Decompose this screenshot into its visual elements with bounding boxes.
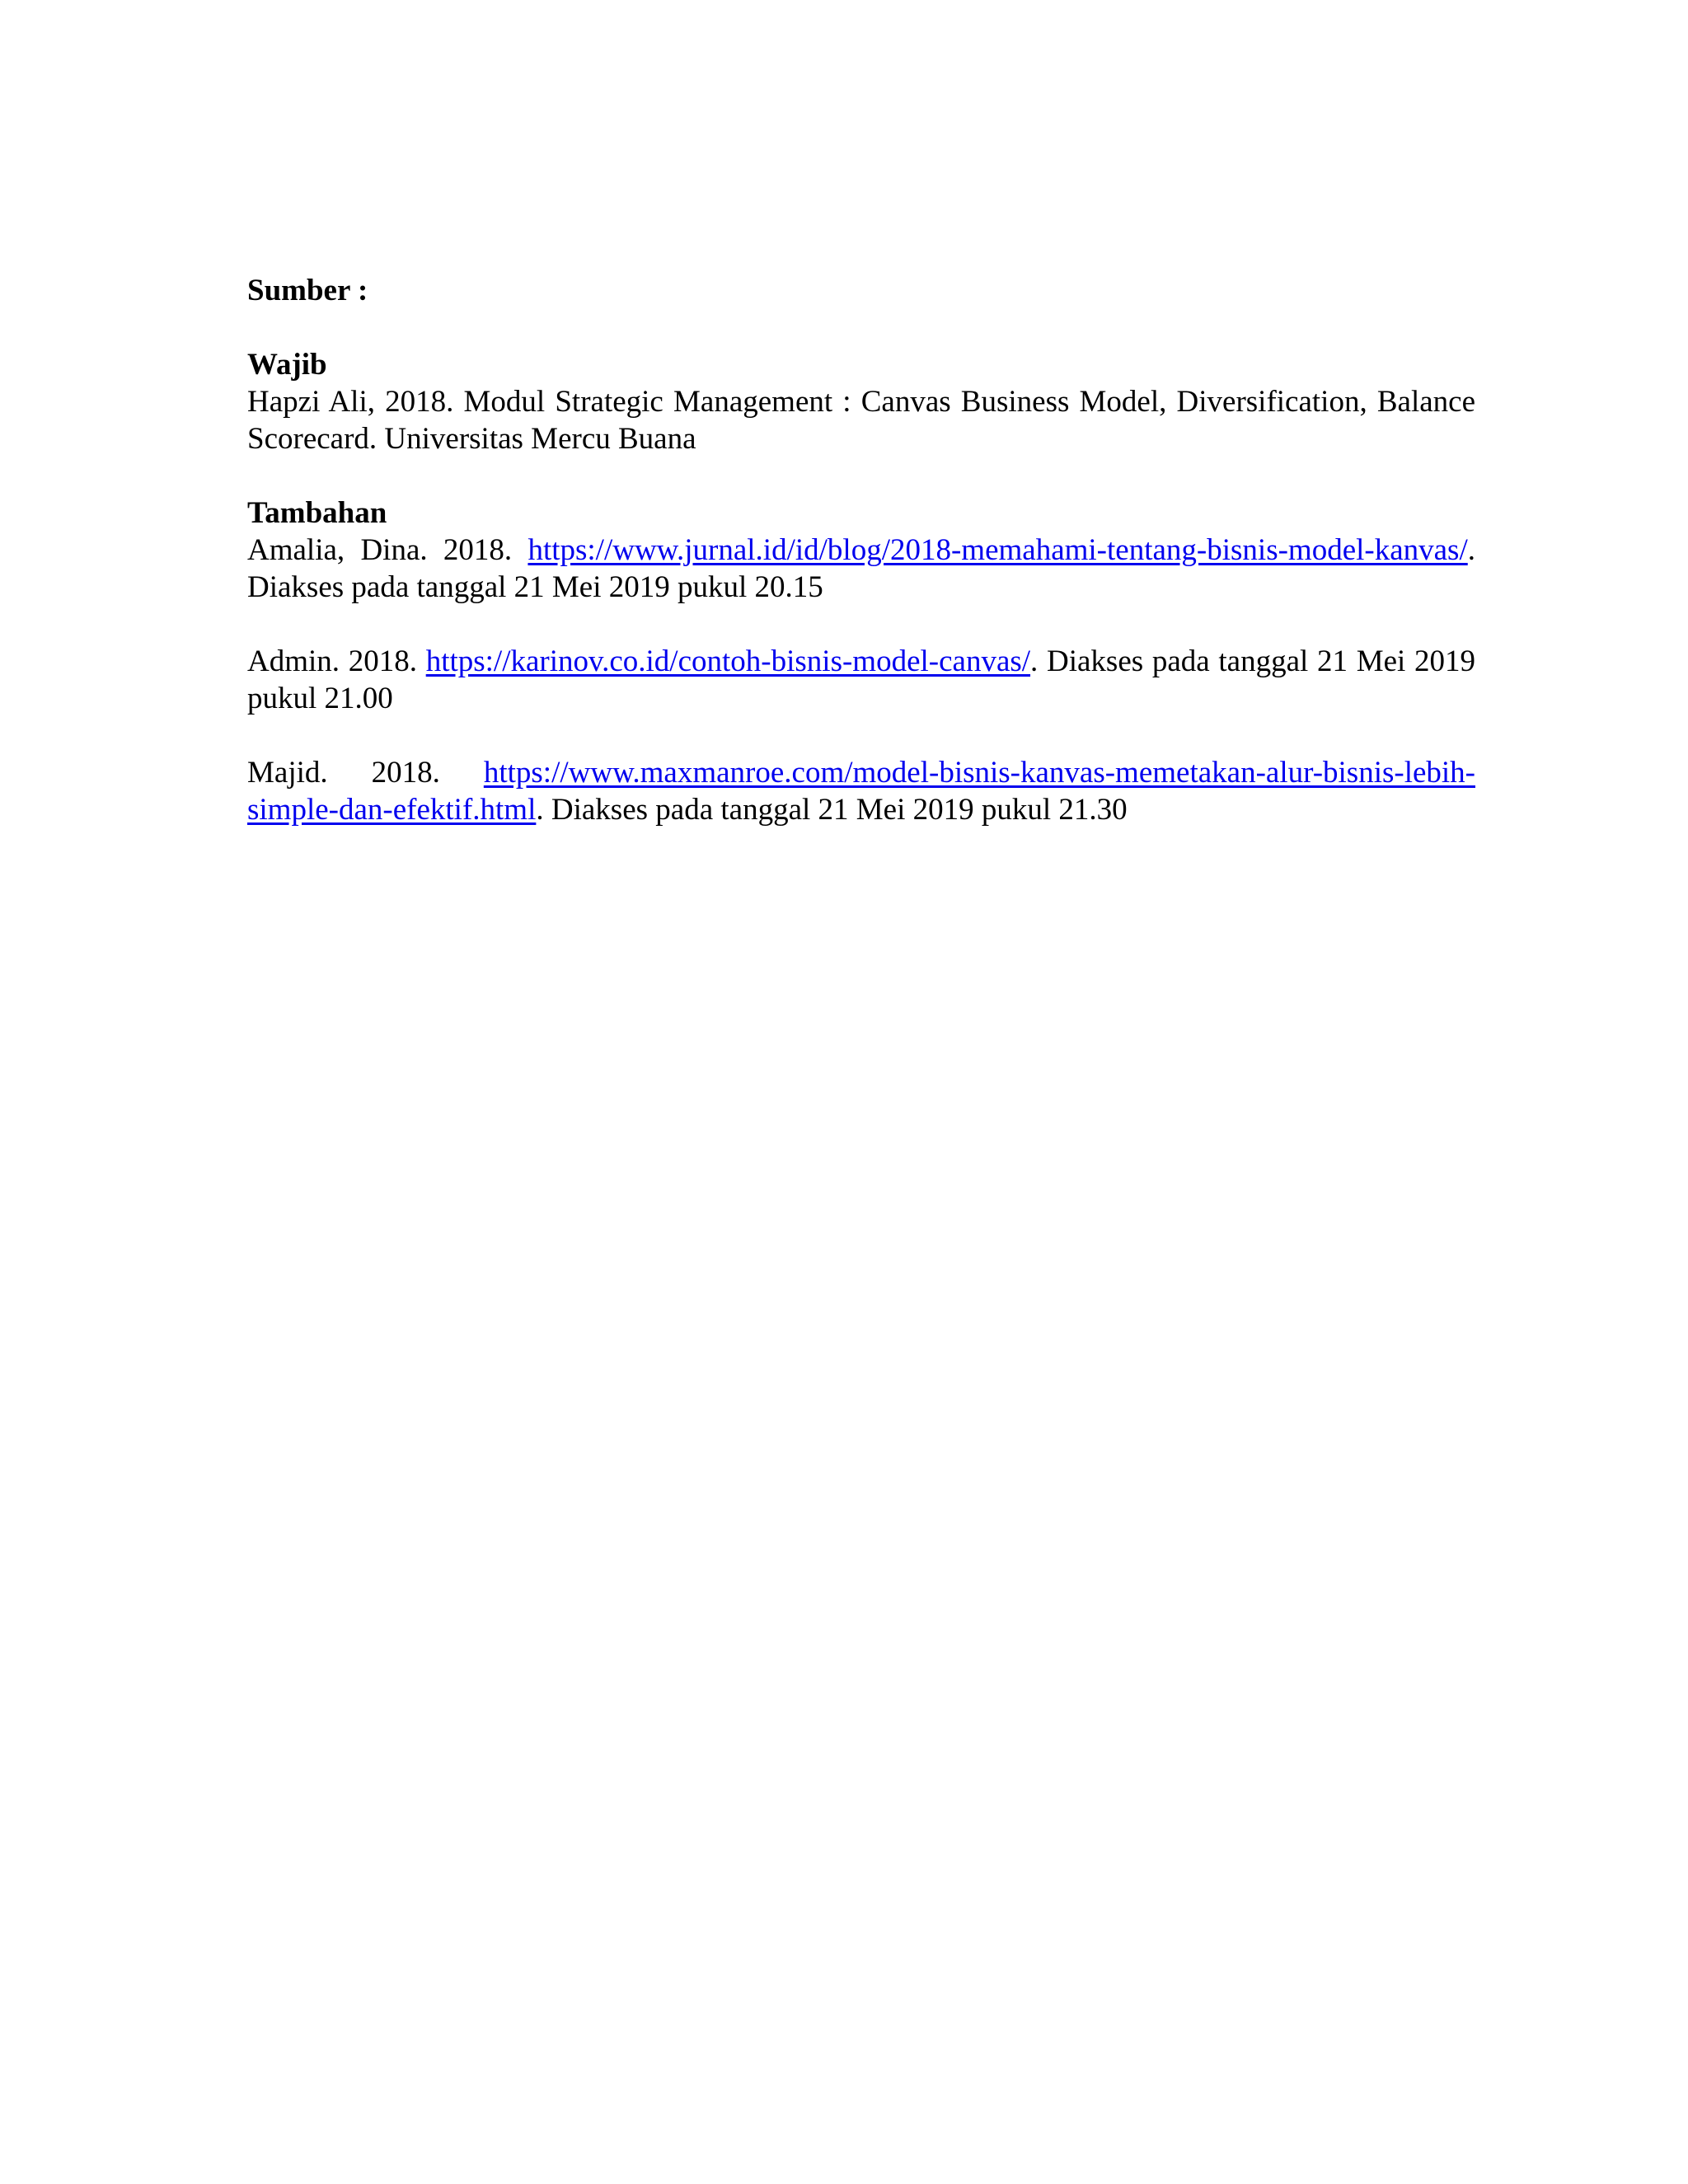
reference-link[interactable]: https://www.maxmanroe.com/model-bisnis-kanvas-memetakan-alur-bisnis-lebih-simple-dan-efektif.html — [247, 756, 1475, 827]
spacer — [247, 606, 1475, 643]
spacer — [247, 457, 1475, 494]
reference-entry — [247, 643, 1475, 717]
reference-prefix: Admin. 2018. — [247, 644, 426, 678]
sources-title: Sumber : — [247, 274, 368, 307]
reference-entry: Hapzi Ali, 2018. Modul Strategic Management : Canvas Business Model, Diversification, Balance Scorecard. Universitas Mercu Buana — [247, 385, 1475, 456]
document-page — [247, 272, 1475, 828]
reference-prefix: Amalia, Dina. 2018. — [247, 533, 528, 567]
reference-suffix: . Diakses pada tanggal 21 Mei 2019 pukul 20.15 — [247, 533, 1475, 604]
reference-entry — [247, 532, 1475, 606]
reference-suffix: . Diakses pada tanggal 21 Mei 2019 pukul 21.00 — [247, 644, 1475, 715]
reference-prefix: Majid. 2018. — [247, 756, 484, 790]
required-heading: Wajib — [247, 348, 327, 382]
reference-suffix: . Diakses pada tanggal 21 Mei 2019 pukul 21.30 — [536, 793, 1128, 827]
additional-heading: Tambahan — [247, 496, 387, 530]
reference-link[interactable]: https://www.jurnal.id/id/blog/2018-memahami-tentang-bisnis-model-kanvas/ — [528, 533, 1468, 567]
reference-link[interactable]: https://karinov.co.id/contoh-bisnis-model-canvas/ — [425, 644, 1031, 678]
spacer — [247, 717, 1475, 754]
reference-entry — [247, 754, 1475, 828]
